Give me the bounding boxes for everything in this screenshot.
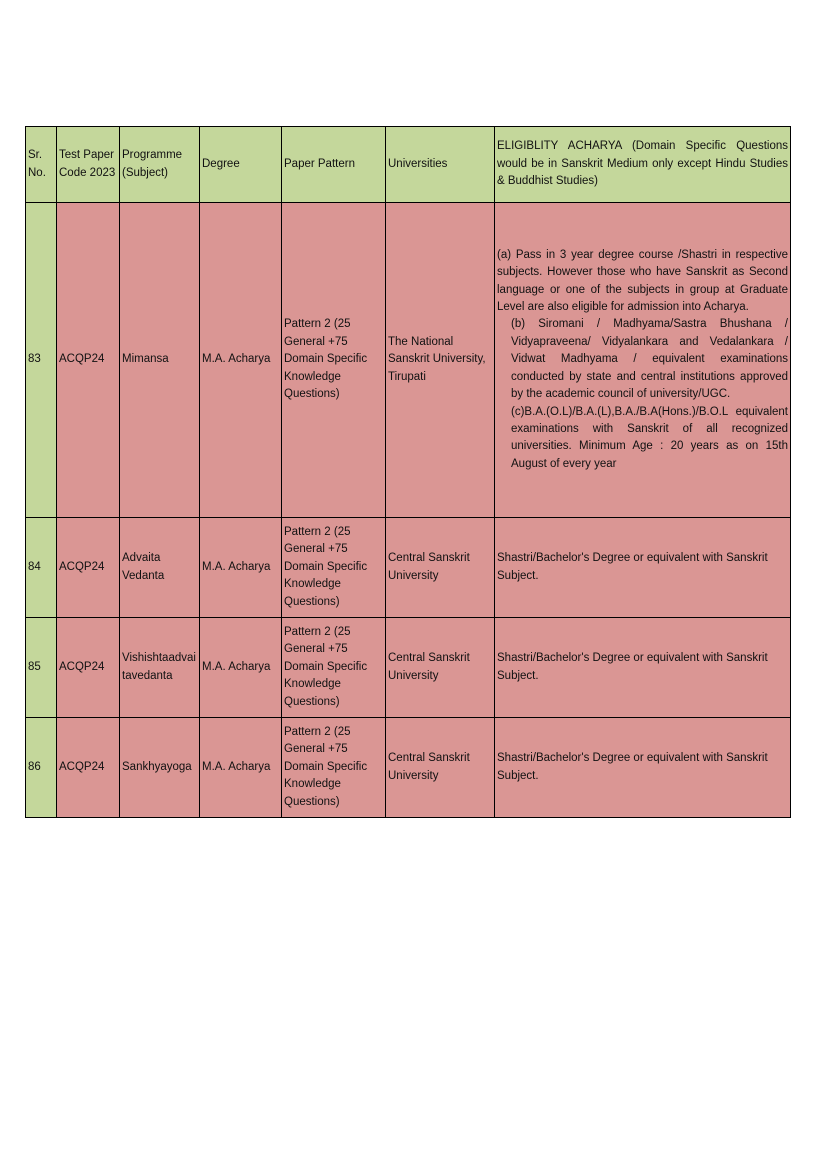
university-cell: Central Sanskrit University (386, 718, 495, 818)
header-universities: Universities (386, 127, 495, 203)
header-test-paper-code: Test Paper Code 2023 (57, 127, 120, 203)
code-cell: ACQP24 (57, 618, 120, 718)
pattern-cell: Pattern 2 (25 General +75 Domain Specific Knowledge Questions) (282, 718, 386, 818)
eligibility-cell: Shastri/Bachelor's Degree or equivalent with Sanskrit Subject. (495, 718, 791, 818)
university-cell: Central Sanskrit University (386, 618, 495, 718)
pattern-cell: Pattern 2 (25 General +75 Domain Specific Knowledge Questions) (282, 203, 386, 518)
sr-no-cell: 83 (26, 203, 57, 518)
programme-cell: Sankhyayoga (120, 718, 200, 818)
sr-no-cell: 84 (26, 518, 57, 618)
code-cell: ACQP24 (57, 203, 120, 518)
eligibility-clause-c: (c)B.A.(O.L)/B.A.(L),B.A./B.A(Hons.)/B.O.L equivalent examinations with Sanskrit of all recognized universities. Minimum Age : 20 years as on 15th August of every year (511, 405, 788, 470)
code-cell: ACQP24 (57, 718, 120, 818)
eligibility-cell: Shastri/Bachelor's Degree or equivalent with Sanskrit Subject. (495, 518, 791, 618)
header-sr-no: Sr. No. (26, 127, 57, 203)
eligibility-clause-a: (a) Pass in 3 year degree course /Shastri in respective subjects. However those who have Sanskrit as Second language or one of the subjects in group at Graduate Level are also eligible for admission into Acharya. (497, 248, 788, 314)
degree-cell: M.A. Acharya (200, 718, 282, 818)
eligibility-table (25, 126, 791, 818)
code-cell: ACQP24 (57, 518, 120, 618)
header-row (26, 127, 791, 203)
table-row (26, 718, 791, 818)
degree-cell: M.A. Acharya (200, 618, 282, 718)
sr-no-cell: 86 (26, 718, 57, 818)
pattern-cell: Pattern 2 (25 General +75 Domain Specific Knowledge Questions) (282, 618, 386, 718)
eligibility-clause-b: (b) Siromani / Madhyama/Sastra Bhushana / Vidyapraveena/ Vidyalankara and Vedalankara / Vidwat Madhyama / equivalent examinations conducted by state and central institutions approved by the academic council of university/UGC. (511, 318, 788, 401)
header-programme: Programme (Subject) (120, 127, 200, 203)
header-degree: Degree (200, 127, 282, 203)
university-cell: Central Sanskrit University (386, 518, 495, 618)
programme-cell: Advaita Vedanta (120, 518, 200, 618)
programme-cell: Mimansa (120, 203, 200, 518)
university-cell: The National Sanskrit University, Tirupati (386, 203, 495, 518)
header-eligibility: ELIGIBLITY ACHARYA (Domain Specific Questions would be in Sanskrit Medium only except Hindu Studies & Buddhist Studies) (495, 127, 791, 203)
table-row (26, 203, 791, 518)
pattern-cell: Pattern 2 (25 General +75 Domain Specific Knowledge Questions) (282, 518, 386, 618)
sr-no-cell: 85 (26, 618, 57, 718)
table-row (26, 518, 791, 618)
table-row (26, 618, 791, 718)
degree-cell: M.A. Acharya (200, 518, 282, 618)
eligibility-cell (495, 203, 791, 518)
degree-cell: M.A. Acharya (200, 203, 282, 518)
header-paper-pattern: Paper Pattern (282, 127, 386, 203)
programme-cell: Vishishtaadvaitavedanta (120, 618, 200, 718)
eligibility-cell: Shastri/Bachelor's Degree or equivalent with Sanskrit Subject. (495, 618, 791, 718)
